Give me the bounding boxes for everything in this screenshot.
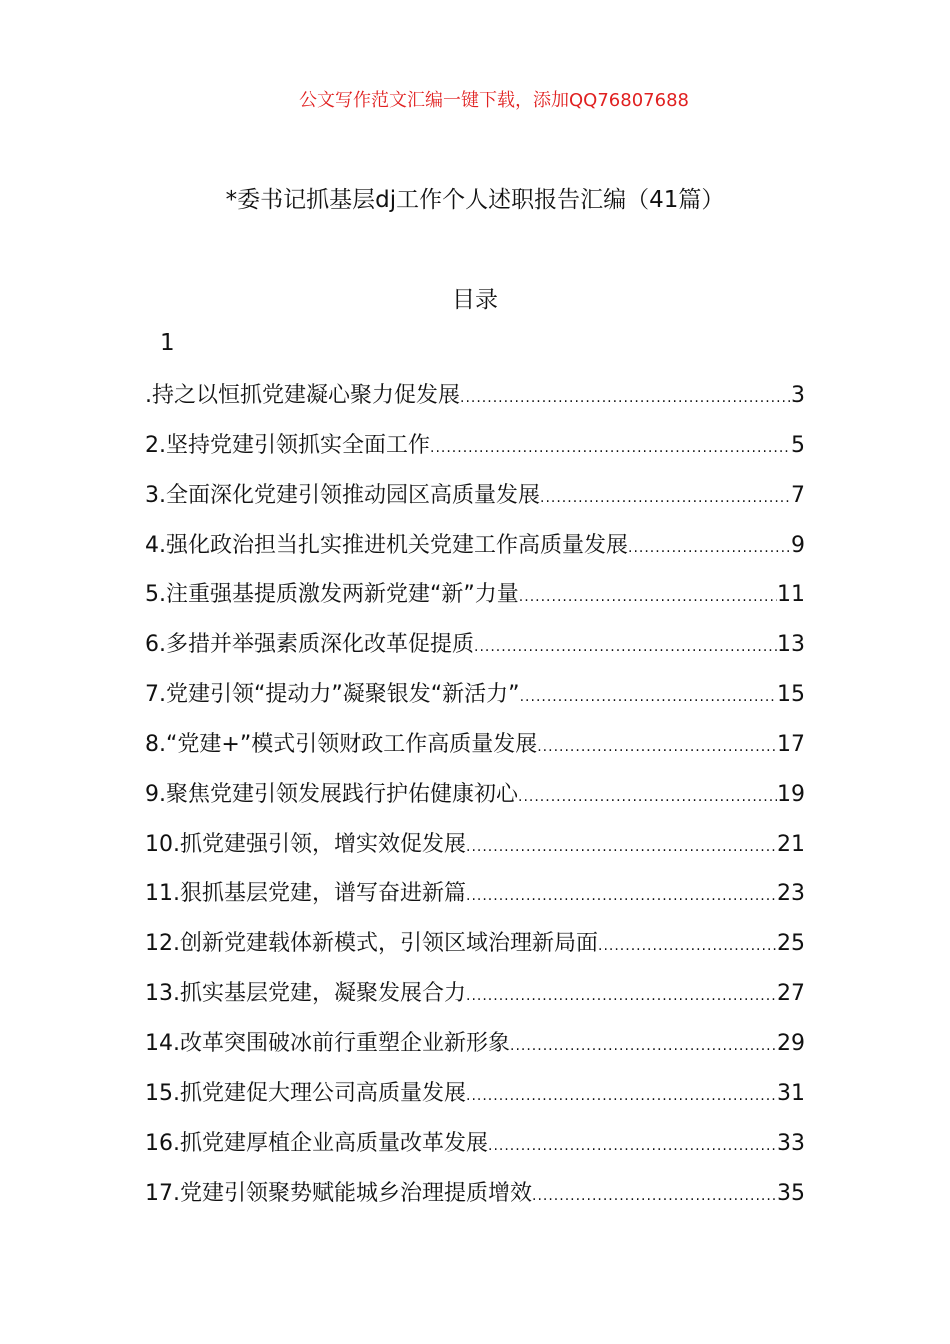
dot-leader	[466, 1088, 777, 1104]
toc-entry-page: 13	[777, 632, 805, 658]
toc-entry-title: 5.注重强基提质激发两新党建“新”力量	[145, 582, 519, 608]
toc-entry-title: .持之以恒抓党建凝心聚力促发展	[145, 383, 460, 408]
document-title: *委书记抓基层dj工作个人述职报告汇编（41篇）	[225, 187, 725, 213]
toc-entry-title: 8.“党建+”模式引领财政工作高质量发展	[145, 731, 538, 757]
toc-entry[interactable]	[145, 478, 805, 528]
dot-leader	[460, 390, 791, 406]
toc-entry[interactable]	[145, 727, 805, 777]
table-of-contents	[145, 378, 805, 1225]
toc-entry[interactable]	[145, 876, 805, 926]
toc-entry-page: 3	[791, 383, 805, 408]
toc-entry-title: 4.强化政治担当扎实推进机关党建工作高质量发展	[145, 532, 628, 558]
toc-entry-title: 12.创新党建载体新模式，引领区域治理新局面	[145, 931, 598, 957]
toc-entry[interactable]	[145, 677, 805, 727]
toc-heading: 目录	[452, 287, 498, 313]
toc-entry-title: 13.抓实基层党建，凝聚发展合力	[145, 981, 466, 1007]
toc-entry-title: 14.改革突围破冰前行重塑企业新形象	[145, 1030, 510, 1056]
dot-leader	[488, 1138, 777, 1154]
toc-entry-title: 2.坚持党建引领抓实全面工作	[145, 432, 430, 458]
dot-leader	[510, 1038, 777, 1054]
toc-entry-page: 17	[777, 731, 805, 757]
dot-leader	[532, 1188, 777, 1204]
dot-leader	[430, 440, 791, 456]
dot-leader	[466, 839, 777, 855]
toc-entry-page: 5	[791, 432, 805, 458]
dot-leader	[474, 639, 777, 655]
toc-entry[interactable]	[145, 1126, 805, 1176]
dot-leader	[537, 739, 777, 755]
toc-entry-title: 3.全面深化党建引领推动园区高质量发展	[145, 482, 540, 508]
toc-entry[interactable]	[145, 428, 805, 478]
toc-entry-page: 27	[777, 981, 805, 1007]
toc-entry-title: 9.聚焦党建引领发展践行护佑健康初心	[145, 781, 518, 807]
toc-entry-page: 25	[777, 931, 805, 957]
toc-entry-title: 7.党建引领“提动力”凝聚银发“新活力”	[145, 682, 520, 708]
toc-entry[interactable]	[145, 528, 805, 578]
toc-entry-title: 17.党建引领聚势赋能城乡治理提质增效	[145, 1180, 532, 1206]
toc-entry-page: 15	[777, 682, 805, 708]
toc-entry-page: 33	[777, 1130, 805, 1156]
dot-leader	[466, 988, 777, 1004]
toc-entry-page: 9	[791, 532, 805, 558]
toc-entry[interactable]	[145, 1026, 805, 1076]
toc-entry-page: 23	[777, 881, 805, 907]
toc-entry-title: 10.抓党建强引领，增实效促发展	[145, 831, 466, 857]
download-banner: 公文写作范文汇编一键下载，添加QQ76807688	[299, 90, 689, 111]
section-number: 1	[160, 330, 175, 356]
dot-leader	[518, 789, 777, 805]
toc-entry[interactable]	[145, 777, 805, 827]
dot-leader	[520, 689, 777, 705]
toc-entry[interactable]	[145, 827, 805, 877]
toc-entry[interactable]	[145, 378, 805, 428]
toc-entry-title: 6.多措并举强素质深化改革促提质	[145, 632, 474, 658]
toc-entry-title: 15.抓党建促大理公司高质量发展	[145, 1080, 466, 1106]
toc-entry[interactable]	[145, 976, 805, 1026]
toc-entry-page: 7	[791, 482, 805, 508]
dot-leader	[628, 540, 791, 556]
dot-leader	[466, 888, 777, 904]
dot-leader	[519, 589, 777, 605]
toc-entry[interactable]	[145, 926, 805, 976]
toc-entry[interactable]	[145, 1076, 805, 1126]
toc-entry-page: 35	[777, 1180, 805, 1206]
toc-entry-page: 19	[777, 781, 805, 807]
dot-leader	[540, 490, 791, 506]
toc-entry-page: 29	[777, 1030, 805, 1056]
toc-entry[interactable]	[145, 1176, 805, 1226]
toc-entry-page: 31	[777, 1080, 805, 1106]
toc-entry-page: 11	[777, 582, 805, 608]
toc-entry-title: 11.狠抓基层党建，谱写奋进新篇	[145, 881, 466, 907]
toc-entry[interactable]	[145, 577, 805, 627]
toc-entry-page: 21	[777, 831, 805, 857]
dot-leader	[598, 938, 777, 954]
toc-entry[interactable]	[145, 627, 805, 677]
toc-entry-title: 16.抓党建厚植企业高质量改革发展	[145, 1130, 488, 1156]
